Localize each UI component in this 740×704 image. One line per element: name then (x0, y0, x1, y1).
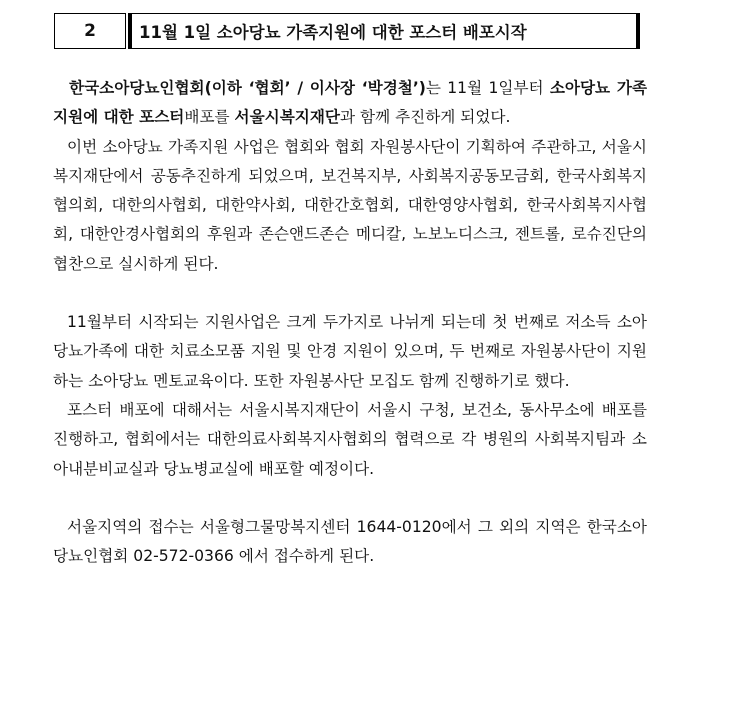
section-number-box (54, 13, 126, 49)
intro-text-3: 과 함께 추진하게 되었다. (339, 108, 511, 127)
paragraph-spacer (53, 484, 647, 513)
paragraph-contact: 서울지역의 접수는 서울형그물망복지센터 1644-0120에서 그 외의 지역은 한국소아당뇨인협회 02-572-0366 에서 접수하게 된다. (53, 517, 647, 566)
paragraph-sponsors: 이번 소아당뇨 가족지원 사업은 협회와 협회 자원봉사단이 기획하여 주관하고, 서울시복지재단에서 공동추진하게 되었으며, 보건복지부, 사회복지공동모금회, 한국사회복지협의회, 대한의사협회, 대한약사회, 대한간호협회, 대한영양사협회, 한국사회복지사협회, 대한안경사협회의 후원과 존슨앤드존슨 메디칼, 노보노디스크, 젠트롤, 로슈진단의 협찬으로 실시하게 된다. (53, 137, 647, 273)
intro-foundation-bold: 서울시복지재단 (234, 108, 340, 127)
paragraph-distribution: 포스터 배포에 대해서는 서울시복지재단이 서울시 구청, 보건소, 동사무소에 배포를 진행하고, 협회에서는 대한의료사회복지사협회의 협력으로 각 병원의 사회복지팀과 소아내분비교실과 당뇨병교실에 배포할 예정이다. (53, 400, 647, 478)
intro-text-2: 배포를 (184, 108, 235, 127)
section-number: 2 (84, 21, 96, 41)
article-body (53, 74, 647, 571)
section-title-box (128, 13, 640, 49)
paragraph-intro (53, 74, 647, 133)
section-title: 11월 1일 소아당뇨 가족지원에 대한 포스터 배포시작 (139, 23, 527, 42)
intro-text-1: 는 11월 1일부터 (425, 79, 550, 97)
intro-poster-bold: 소아당뇨 가족지원에 대한 포스터 (53, 79, 648, 127)
paragraph-program: 11월부터 시작되는 지원사업은 크게 두가지로 나뉘게 되는데 첫 번째로 저소득 소아당뇨가족에 대한 치료소모품 지원 및 안경 지원이 있으며, 두 번째로 자원봉사단이 지원하는 소아당뇨 멘토교육이다. 또한 자원봉사단 모집도 함께 진행하기로 했다. (53, 313, 647, 390)
intro-org-bold: 한국소아당뇨인협회(이하 ‘협회’ / 이사장 ‘박경철’) (69, 79, 426, 97)
paragraph-spacer (53, 279, 647, 308)
